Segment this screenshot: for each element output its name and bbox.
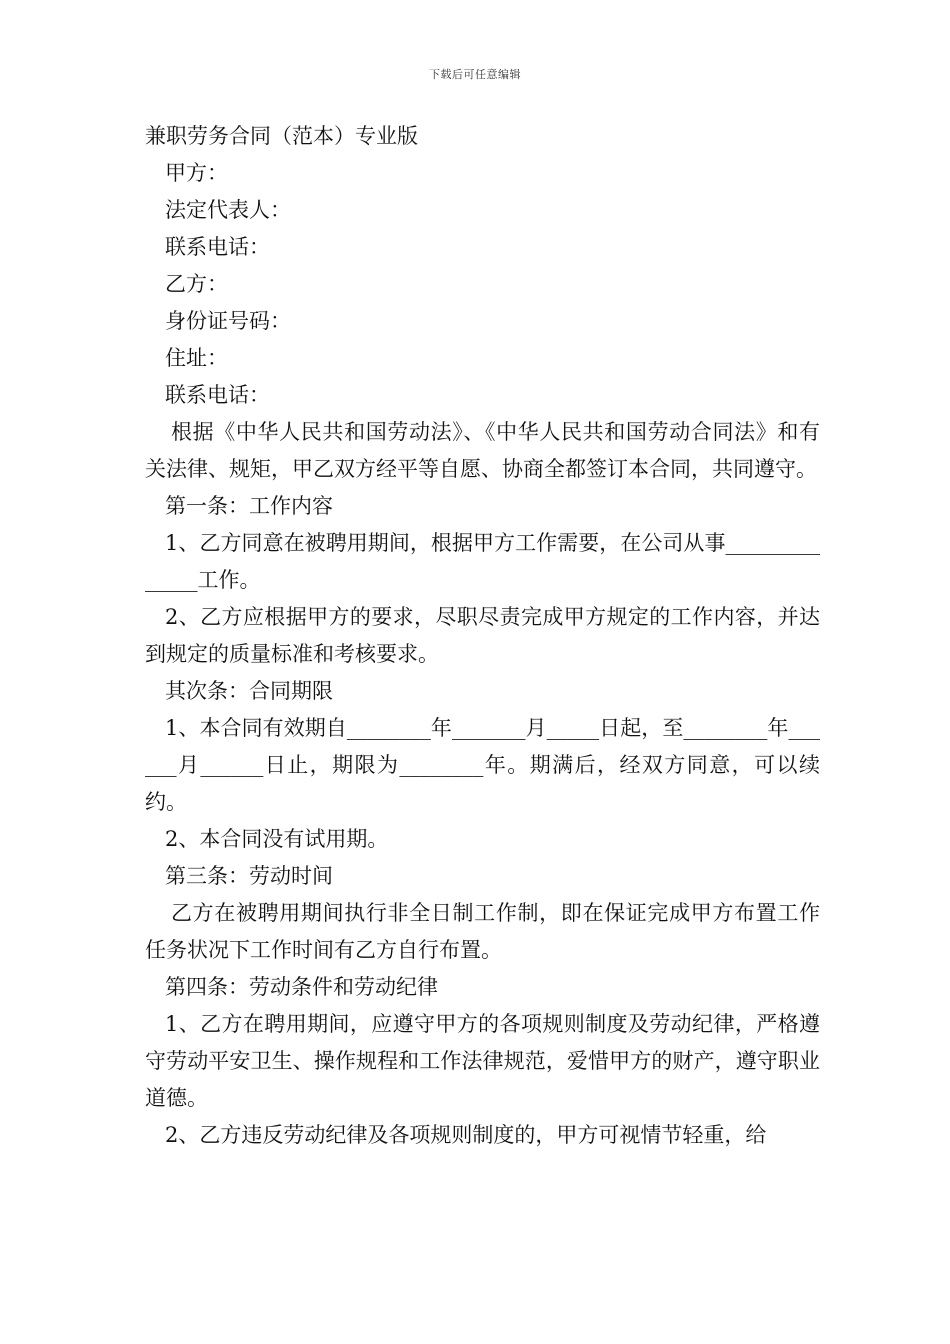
- article-4-item-2: 2、乙方违反劳动纪律及各项规则制度的，甲方可视情节轻重，给: [165, 1123, 767, 1147]
- article-2-item-1: 1、本合同有效期自________年_______月_____日起，至________年______月______日止，期限为________年。期满后，经双方同意，可以续约。: [145, 716, 820, 814]
- article-3-title: 第三条：劳动时间: [165, 864, 333, 888]
- page-header-note: 下载后可任意编辑: [429, 68, 521, 81]
- article-1-title: 第一条：工作内容: [165, 494, 333, 518]
- article-2-title: 其次条：合同期限: [165, 679, 333, 703]
- party-a-label: 甲方：: [165, 161, 228, 185]
- party-b-label: 乙方：: [165, 272, 228, 296]
- legal-representative-label: 法定代表人：: [165, 198, 291, 222]
- article-1-item-2: 2、乙方应根据甲方的要求，尽职尽责完成甲方规定的工作内容，并达到规定的质量标准和考核要求。: [145, 605, 820, 666]
- document-title: 兼职劳务合同（范本）专业版: [145, 124, 418, 148]
- article-3-body: 乙方在被聘用期间执行非全日制工作制，即在保证完成甲方布置工作任务状况下工作时间有乙方自行布置。: [145, 901, 820, 962]
- article-4-title: 第四条：劳动条件和劳动纪律: [165, 975, 438, 999]
- contract-body: [145, 118, 820, 1154]
- article-2-item-2: 2、本合同没有试用期。: [165, 827, 389, 851]
- address-label: 住址：: [165, 346, 228, 370]
- party-a-phone-label: 联系电话：: [165, 235, 270, 259]
- preamble-paragraph: 根据《中华人民共和国劳动法》、《中华人民共和国劳动合同法》和有关法律、规矩，甲乙双方经平等自愿、协商全都签订本合同，共同遵守。: [145, 420, 820, 481]
- article-4-item-1: 1、乙方在聘用期间，应遵守甲方的各项规则制度及劳动纪律，严格遵守劳动平安卫生、操作规程和工作法律规范，爱惜甲方的财产，遵守职业道德。: [145, 1012, 820, 1110]
- article-1-item-1: 1、乙方同意在被聘用期间，根据甲方工作需要，在公司从事______________工作。: [145, 531, 820, 592]
- party-b-phone-label: 联系电话：: [165, 383, 270, 407]
- id-number-label: 身份证号码：: [165, 309, 291, 333]
